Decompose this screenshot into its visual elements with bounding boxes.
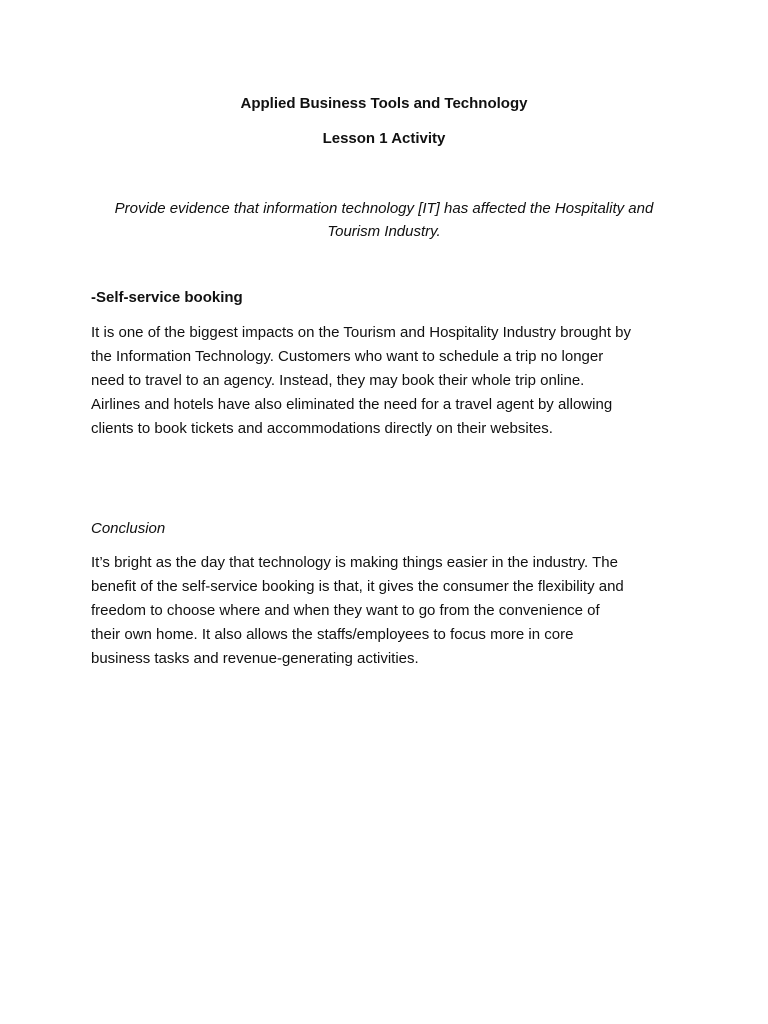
paragraph-line: the Information Technology. Customers who want to schedule a trip no longer xyxy=(91,348,604,365)
activity-prompt xyxy=(80,197,688,243)
document-title: Applied Business Tools and Technology xyxy=(240,95,528,112)
paragraph-line: business tasks and revenue-generating activities. xyxy=(91,650,419,667)
paragraph-line: their own home. It also allows the staffs/employees to focus more in core xyxy=(91,626,574,643)
lesson-subtitle: Lesson 1 Activity xyxy=(322,130,446,147)
prompt-line: Tourism Industry. xyxy=(327,223,441,240)
paragraph-line: clients to book tickets and accommodations directly on their websites. xyxy=(91,420,553,437)
conclusion-paragraph xyxy=(91,551,691,671)
paragraph-line: freedom to choose where and when they want to go from the convenience of xyxy=(91,602,600,619)
paragraph-line: Airlines and hotels have also eliminated the need for a travel agent by allowing xyxy=(91,396,613,413)
paragraph-line: need to travel to an agency. Instead, they may book their whole trip online. xyxy=(91,372,585,389)
paragraph-line: It is one of the biggest impacts on the Tourism and Hospitality Industry brought by xyxy=(91,324,632,341)
paragraph-line: benefit of the self-service booking is that, it gives the consumer the flexibility and xyxy=(91,578,624,595)
section-paragraph xyxy=(91,321,691,441)
prompt-line: Provide evidence that information technology [IT] has affected the Hospitality and xyxy=(114,200,654,217)
paragraph-line: It’s bright as the day that technology is making things easier in the industry. The xyxy=(91,554,618,571)
section-heading: -Self-service booking xyxy=(91,289,243,306)
conclusion-heading: Conclusion xyxy=(91,520,166,537)
